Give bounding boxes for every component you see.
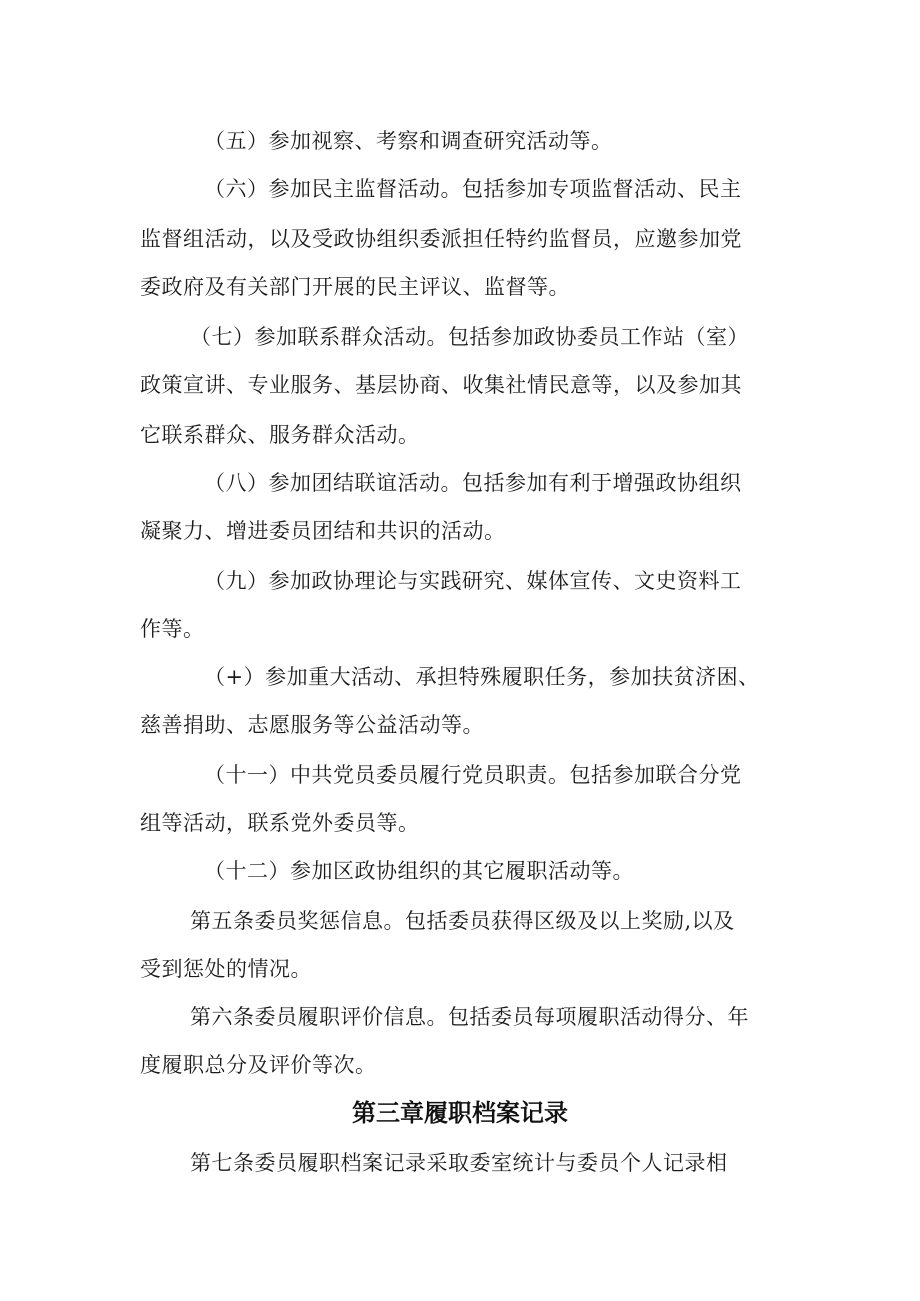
- clause-6-line-2: 监督组活动，以及受政协组织委派担任特约监督员，应邀参加党: [140, 227, 742, 251]
- clause-5-line-1: （五）参加视察、考察和调查研究活动等。: [204, 129, 613, 153]
- clause-8-line-2: 凝聚力、增进委员团结和共识的活动。: [140, 519, 506, 543]
- clause-7-line-3: 它联系群众、服务群众活动。: [140, 423, 420, 447]
- article-5-line-1: 第五条委员奖惩信息。包括委员获得区级及以上奖励,以及: [190, 909, 735, 933]
- clause-6-line-1: （六）参加民主监督活动。包括参加专项监督活动、民主: [204, 177, 742, 201]
- article-7-line-1: 第七条委员履职档案记录采取委室统计与委员个人记录相: [190, 1151, 728, 1175]
- clause-11-line-1: （十一）中共党员委员履行党员职责。包括参加联合分党: [204, 763, 742, 787]
- clause-9-line-1: （九）参加政协理论与实践研究、媒体宣传、文史资料工: [204, 569, 742, 593]
- article-6-line-2: 度履职总分及评价等次。: [140, 1053, 377, 1077]
- clause-8-line-1: （八）参加团结联谊活动。包括参加有利于增强政协组织: [204, 471, 742, 495]
- clause-9-line-2: 作等。: [140, 617, 205, 641]
- clause-12-line-1: （十二）参加区政协组织的其它履职活动等。: [204, 859, 634, 883]
- article-5-line-2: 受到惩处的情况。: [140, 957, 312, 981]
- chapter-heading: 第三章履职档案记录: [352, 1099, 568, 1127]
- clause-10-line-1: （+）参加重大活动、承担特殊履职任务，参加扶贫济困、: [204, 665, 760, 689]
- clause-11-line-2: 组等活动，联系党外委员等。: [140, 811, 420, 835]
- clause-7-line-1: （七）参加联系群众活动。包括参加政协委员工作站（室）: [190, 325, 749, 349]
- clause-6-line-3: 委政府及有关部门开展的民主评议、监督等。: [140, 275, 570, 299]
- clause-10-line-2: 慈善捐助、志愿服务等公益活动等。: [140, 713, 484, 737]
- clause-7-line-2: 政策宣讲、专业服务、基层协商、收集社情民意等，以及参加其: [140, 373, 742, 397]
- article-6-line-1: 第六条委员履职评价信息。包括委员每项履职活动得分、年: [190, 1005, 749, 1029]
